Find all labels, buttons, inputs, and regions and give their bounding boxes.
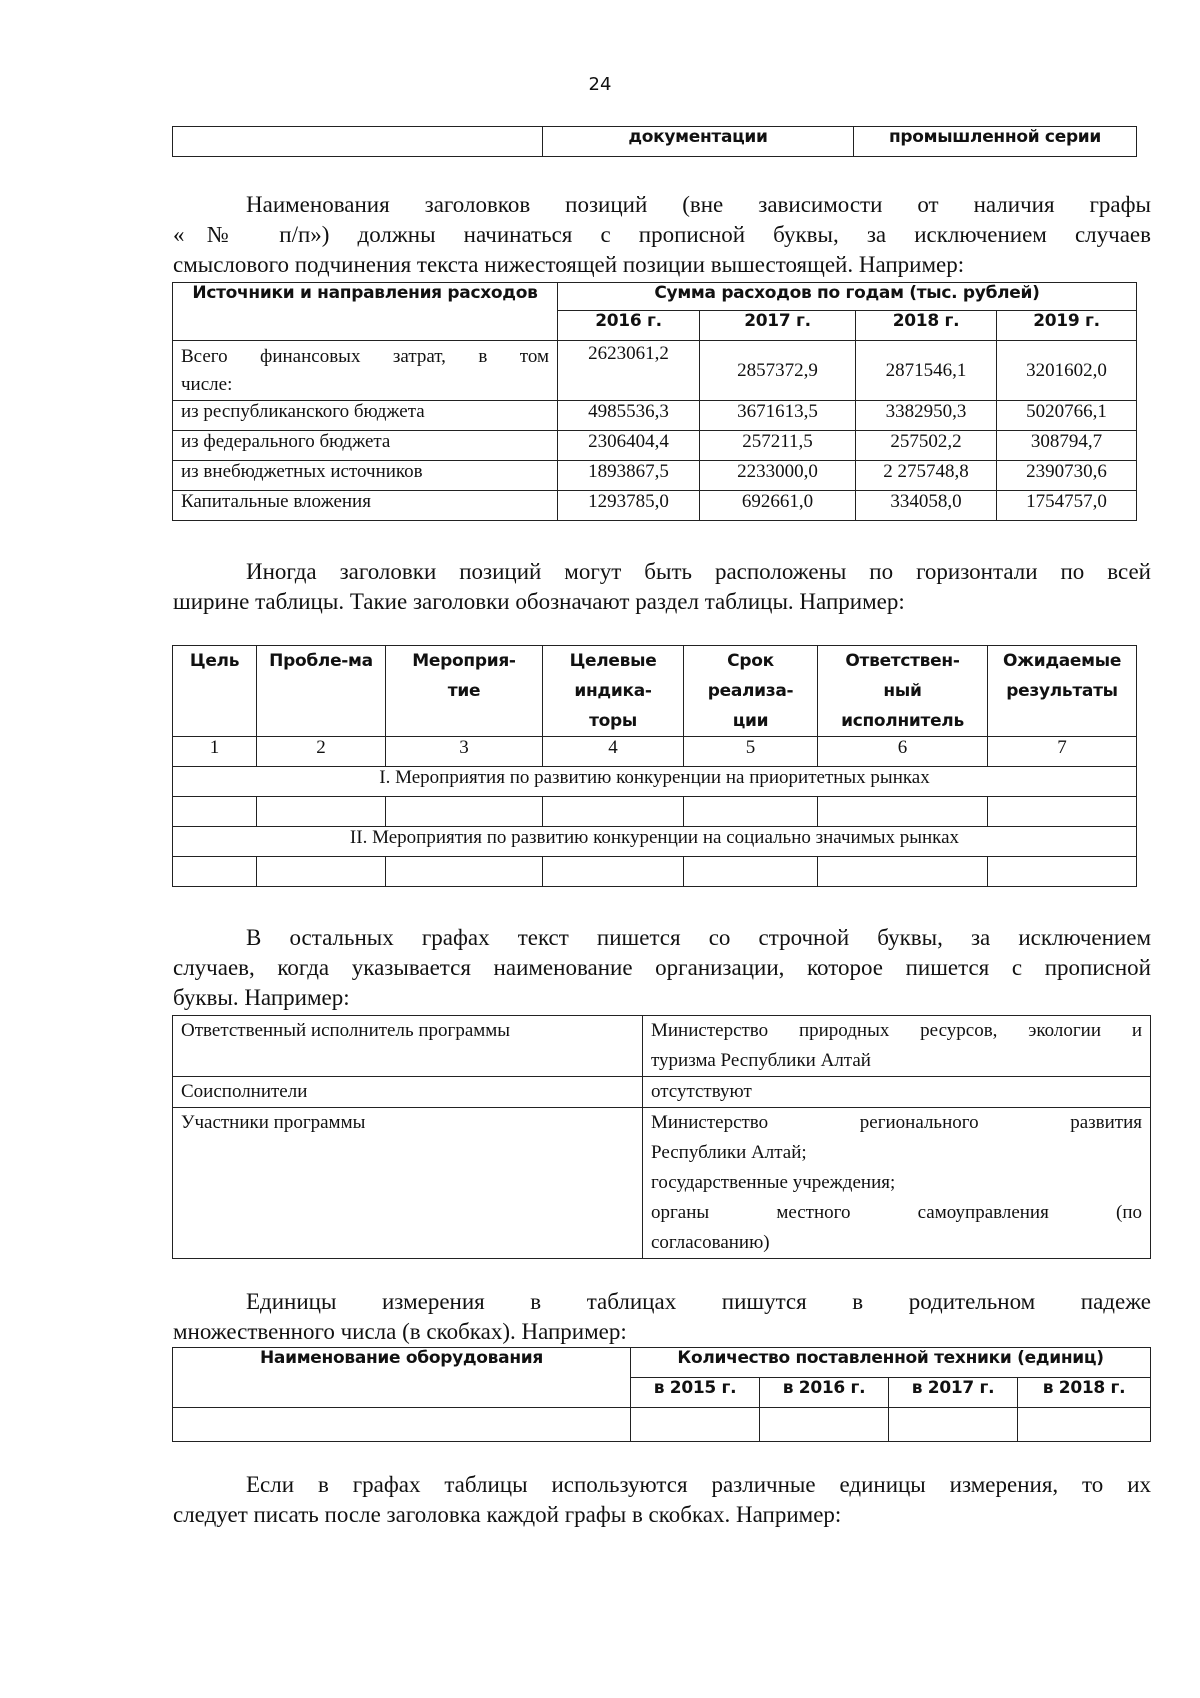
section-title-1: I. Мероприятия по развитию конкуренции на приоритетных рынках — [173, 767, 1137, 797]
row-label: из республиканского бюджета — [173, 401, 558, 431]
header-line: Мероприя- — [412, 651, 516, 671]
row-value: отсутствуют — [643, 1077, 1151, 1108]
value-line: Министерство природных ресурсов, экологии и — [651, 1020, 1142, 1041]
value-cell: 4985536,3 — [558, 401, 700, 431]
value-cell: 5020766,1 — [997, 401, 1137, 431]
table-row — [173, 341, 1137, 401]
header-results — [988, 646, 1137, 737]
header-line: ции — [732, 711, 769, 731]
expenditure-header-group: Сумма расходов по годам (тыс. рублей) — [558, 283, 1137, 311]
column-number: 6 — [818, 737, 988, 767]
value-cell: 2871546,1 — [856, 341, 997, 401]
value-cell: 257211,5 — [700, 431, 856, 461]
value-cell: 308794,7 — [997, 431, 1137, 461]
header-line: тие — [447, 681, 481, 701]
column-number: 5 — [684, 737, 818, 767]
column-number: 2 — [257, 737, 386, 767]
participants-table — [172, 1015, 1151, 1259]
page-number: 24 — [588, 74, 612, 95]
equipment-year: в 2017 г. — [889, 1378, 1018, 1408]
paragraph-line: Единицы измерения в таблицах пишутся в родительном падеже — [246, 1289, 1151, 1314]
table-row — [173, 431, 1137, 461]
paragraph-line: Иногда заголовки позиций могут быть расположены по горизонтали по всей — [246, 559, 1151, 584]
value-line: государственные учреждения; — [651, 1172, 896, 1193]
value-cell: 3201602,0 — [997, 341, 1137, 401]
section-title-2: II. Мероприятия по развитию конкуренции на социально значимых рынках — [173, 827, 1137, 857]
table-row — [173, 401, 1137, 431]
value-cell: 257502,2 — [856, 431, 997, 461]
value-line: согласованию) — [651, 1232, 770, 1253]
value-cell: 2 275748,8 — [856, 461, 997, 491]
header-measure — [386, 646, 543, 737]
row-value — [643, 1016, 1151, 1077]
expenditure-year: 2018 г. — [856, 311, 997, 341]
paragraph-line: следует писать после заголовка каждой графы в скобках. Например: — [173, 1502, 842, 1527]
value-cell: 2233000,0 — [700, 461, 856, 491]
header-problem — [257, 646, 386, 737]
row-label-line: Всего финансовых затрат, в том — [181, 346, 549, 367]
paragraph-line: множественного числа (в скобках). Например: — [173, 1319, 627, 1344]
section-row — [173, 767, 1137, 797]
paragraph-line: Если в графах таблицы используются различные единицы измерения, то их — [246, 1472, 1151, 1497]
row-value — [643, 1108, 1151, 1259]
header-line: Ожидаемые — [1002, 651, 1122, 671]
expenditure-header-source: Источники и направления расходов — [173, 283, 558, 341]
value-cell: 692661,0 — [700, 491, 856, 521]
expenditure-year: 2019 г. — [997, 311, 1137, 341]
table-row — [173, 857, 1137, 887]
paragraph-3 — [173, 923, 1151, 1013]
value-cell: 2857372,9 — [700, 341, 856, 401]
value-cell: 1293785,0 — [558, 491, 700, 521]
continuation-cell-2: документации — [543, 127, 854, 157]
column-number: 4 — [543, 737, 684, 767]
header-deadline — [684, 646, 818, 737]
equipment-year: в 2015 г. — [631, 1378, 760, 1408]
header-line: Цель — [189, 651, 240, 671]
row-label: Участники программы — [173, 1108, 643, 1259]
row-label — [173, 341, 558, 401]
value-cell: 1754757,0 — [997, 491, 1137, 521]
header-line: результаты — [1006, 681, 1118, 701]
column-number: 7 — [988, 737, 1137, 767]
header-line: реализа- — [707, 681, 794, 701]
row-label: из внебюджетных источников — [173, 461, 558, 491]
value-cell: 3382950,3 — [856, 401, 997, 431]
header-line: Срок — [727, 651, 774, 671]
value-line: туризма Республики Алтай — [651, 1050, 871, 1071]
table-row — [173, 461, 1137, 491]
table-row — [173, 1016, 1151, 1077]
row-label: Ответственный исполнитель программы — [173, 1016, 643, 1077]
sections-table — [172, 645, 1137, 887]
header-line: Ответствен- — [845, 651, 960, 671]
header-goal — [173, 646, 257, 737]
row-label: Капитальные вложения — [173, 491, 558, 521]
table-row — [173, 1077, 1151, 1108]
column-numbers-row — [173, 737, 1137, 767]
table-row — [173, 1108, 1151, 1259]
equipment-header-group: Количество поставленной техники (единиц) — [631, 1348, 1151, 1378]
value-cell: 3671613,5 — [700, 401, 856, 431]
equipment-table — [172, 1347, 1151, 1442]
paragraph-4 — [173, 1287, 1151, 1347]
paragraph-1 — [173, 190, 1151, 280]
continuation-cell-1 — [173, 127, 543, 157]
column-number: 1 — [173, 737, 257, 767]
paragraph-line: «№ п/п») должны начинаться с прописной буквы, за исключением случаев — [173, 222, 1151, 247]
continuation-table — [172, 126, 1137, 157]
value-line: Республики Алтай; — [651, 1142, 807, 1163]
paragraph-2 — [173, 557, 1151, 617]
table-row — [173, 797, 1137, 827]
header-indicators — [543, 646, 684, 737]
row-label: из федерального бюджета — [173, 431, 558, 461]
value-cell: 2390730,6 — [997, 461, 1137, 491]
paragraph-line: смыслового подчинения текста нижестоящей позиции вышестоящей. Например: — [173, 252, 965, 277]
header-line: Пробле-ма — [269, 651, 373, 671]
paragraph-line: Наименования заголовков позиций (вне зависимости от наличия графы — [246, 192, 1151, 217]
equipment-year: в 2016 г. — [760, 1378, 889, 1408]
expenditure-year: 2017 г. — [700, 311, 856, 341]
header-line: индика- — [574, 681, 652, 701]
expenditure-year: 2016 г. — [558, 311, 700, 341]
value-line: Министерство регионального развития — [651, 1112, 1142, 1133]
paragraph-line: случаев, когда указывается наименование организации, которое пишется с прописной — [173, 955, 1151, 980]
value-cell: 2623061,2 — [558, 341, 700, 401]
paragraph-line: буквы. Например: — [173, 985, 350, 1010]
row-label-line: числе: — [181, 374, 233, 395]
column-number: 3 — [386, 737, 543, 767]
value-cell: 334058,0 — [856, 491, 997, 521]
value-cell: 2306404,4 — [558, 431, 700, 461]
expenditure-table — [172, 282, 1137, 521]
paragraph-line: В остальных графах текст пишется со строчной буквы, за исключением — [246, 925, 1151, 950]
header-line: Целевые — [569, 651, 657, 671]
value-cell: 1893867,5 — [558, 461, 700, 491]
header-responsible — [818, 646, 988, 737]
table-row — [173, 491, 1137, 521]
paragraph-5 — [173, 1470, 1151, 1530]
header-line: торы — [589, 711, 637, 731]
equipment-year: в 2018 г. — [1018, 1378, 1151, 1408]
header-line: ный — [883, 681, 922, 701]
section-row — [173, 827, 1137, 857]
value-line: органы местного самоуправления (по — [651, 1202, 1142, 1223]
paragraph-line: ширине таблицы. Такие заголовки обозначают раздел таблицы. Например: — [173, 589, 905, 614]
equipment-header-name: Наименование оборудования — [173, 1348, 631, 1408]
table-row — [173, 1408, 1151, 1442]
continuation-cell-3: промышленной серии — [854, 127, 1137, 157]
row-label: Соисполнители — [173, 1077, 643, 1108]
header-line: исполнитель — [841, 711, 964, 731]
